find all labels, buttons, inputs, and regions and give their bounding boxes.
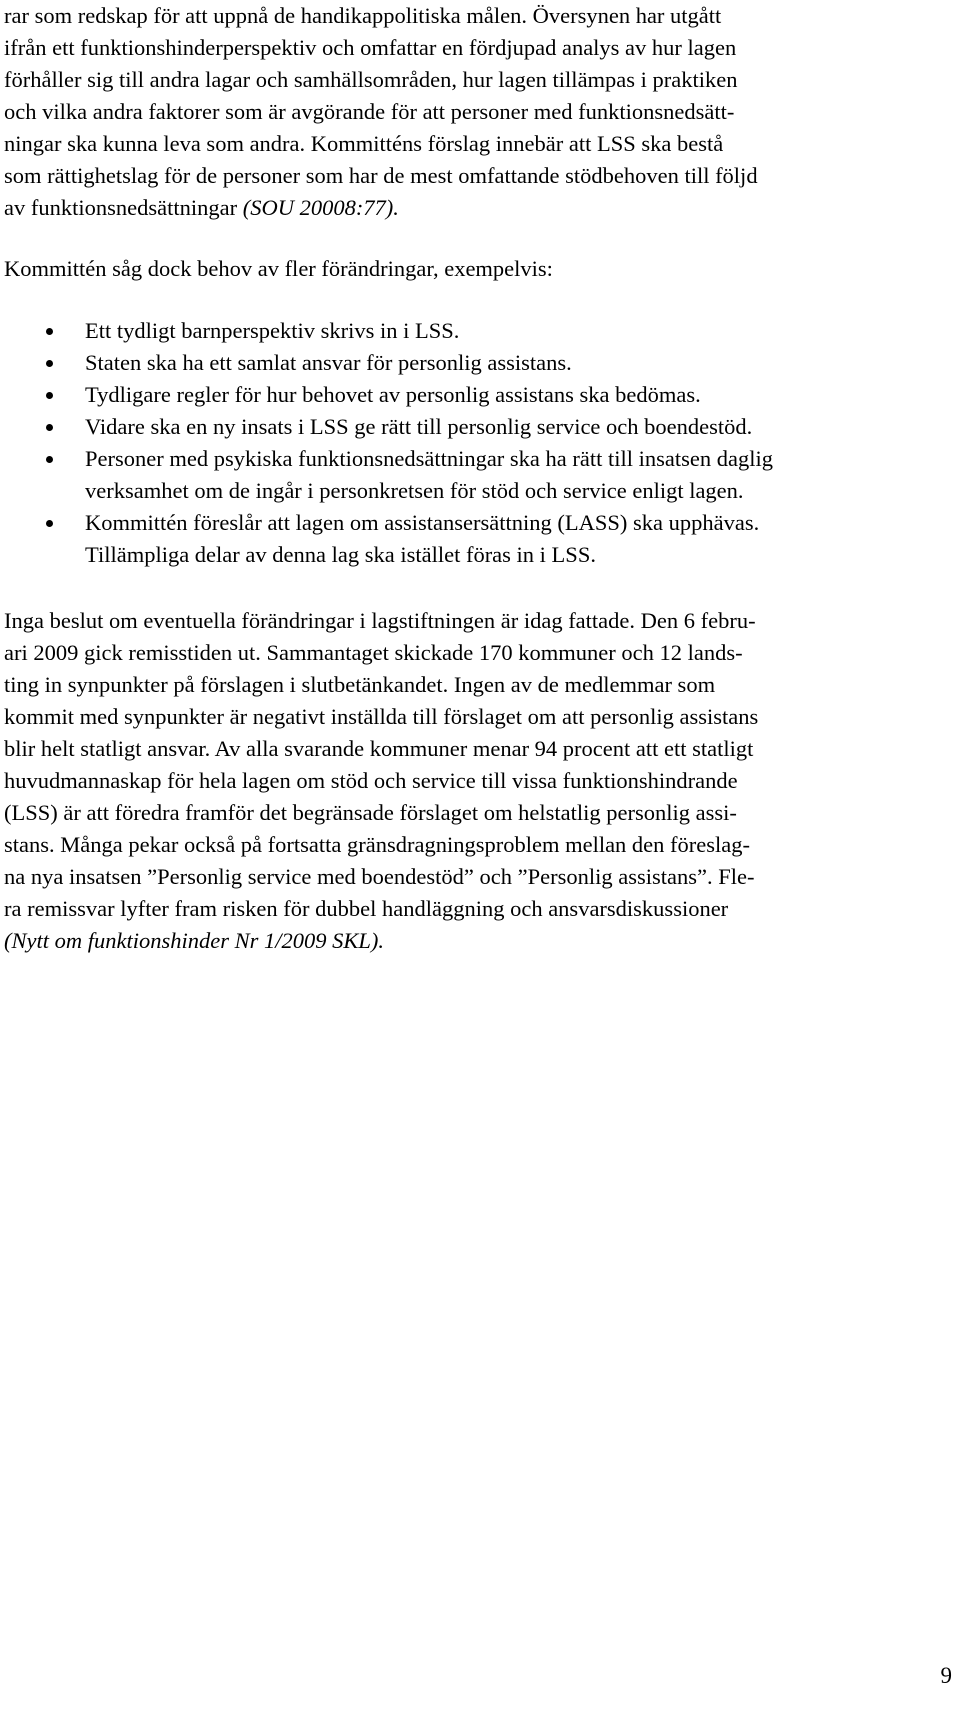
bullet-dot-icon — [46, 456, 53, 463]
bullet-text: Ett tydligt barnperspektiv skrivs in i LSS. — [85, 318, 460, 343]
bullet-item — [4, 507, 952, 571]
skl-citation: (Nytt om funktionshinder Nr 1/2009 SKL). — [4, 928, 385, 953]
text-line: na nya insatsen ”Personlig service med boendestöd” och ”Personlig assistans”. Fle- — [4, 864, 755, 889]
text-line: och vilka andra faktorer som är avgörande för att personer med funktionsnedsätt- — [4, 99, 735, 124]
text-line: förhåller sig till andra lagar och samhällsområden, hur lagen tillämpas i praktiken — [4, 67, 738, 92]
bullet-dot-icon — [46, 520, 53, 527]
text-line: stans. Många pekar också på fortsatta gränsdragningsproblem mellan den föreslag- — [4, 832, 751, 857]
bullet-text: Tillämpliga delar av denna lag ska istället föras in i LSS. — [85, 542, 596, 567]
bullet-text: Kommittén föreslår att lagen om assistansersättning (LASS) ska upphävas. — [85, 510, 760, 535]
bullet-text: Vidare ska en ny insats i LSS ge rätt till personlig service och boendestöd. — [85, 414, 753, 439]
text-line: ra remissvar lyfter fram risken för dubbel handläggning och ansvarsdiskussioner — [4, 896, 729, 921]
text-line-start: av funktionsnedsättningar — [4, 195, 243, 220]
bullet-text: Staten ska ha ett samlat ansvar för personlig assistans. — [85, 350, 572, 375]
bullet-text: Personer med psykiska funktionsnedsättningar ska ha rätt till insatsen daglig — [85, 446, 773, 471]
bullet-item — [4, 347, 952, 379]
bullet-item — [4, 443, 952, 507]
text-line: Kommittén såg dock behov av fler förändringar, exempelvis: — [4, 256, 553, 281]
text-line: blir helt statligt ansvar. Av alla svarande kommuner menar 94 procent att ett statligt — [4, 736, 754, 761]
text-line: (LSS) är att föredra framför det begränsade förslaget om helstatlig personlig assi- — [4, 800, 737, 825]
text-line: ningar ska kunna leva som andra. Kommitténs förslag innebär att LSS ska bestå — [4, 131, 724, 156]
bullet-item — [4, 315, 952, 347]
text-line: rar som redskap för att uppnå de handikappolitiska målen. Översynen har utgått — [4, 3, 722, 28]
paragraph-spacer — [4, 224, 952, 253]
bullet-dot-icon — [46, 424, 53, 431]
bullet-item — [4, 411, 952, 443]
paragraph-consultation-outcome — [4, 605, 952, 957]
text-line: kommit med synpunkter är negativt inställda till förslaget om att personlig assistans — [4, 704, 759, 729]
bullet-dot-icon — [46, 392, 53, 399]
bullet-item — [4, 379, 952, 411]
text-line: ari 2009 gick remisstiden ut. Sammantaget skickade 170 kommuner och 12 lands- — [4, 640, 743, 665]
paragraph-lss-review — [4, 0, 952, 224]
proposal-bullet-list — [4, 315, 952, 571]
sou-citation: (SOU 20008:77). — [242, 195, 399, 220]
text-line: Inga beslut om eventuella förändringar i lagstiftningen är idag fattade. Den 6 febru- — [4, 608, 756, 633]
text-line: ting in synpunkter på förslagen i slutbetänkandet. Ingen av de medlemmar som — [4, 672, 716, 697]
page-number: 9 — [940, 1663, 952, 1688]
bullet-text: Tydligare regler för hur behovet av personlig assistans ska bedömas. — [85, 382, 701, 407]
paragraph-spacer — [4, 285, 952, 315]
bullet-dot-icon — [46, 360, 53, 367]
paragraph-spacer — [4, 571, 952, 605]
document-body — [4, 0, 952, 957]
bullet-dot-icon — [46, 328, 53, 335]
text-line: ifrån ett funktionshinderperspektiv och omfattar en fördjupad analys av hur lagen — [4, 35, 737, 60]
text-line — [4, 192, 952, 224]
text-line: huvudmannaskap för hela lagen om stöd och service till vissa funktionshindrande — [4, 768, 738, 793]
bullet-text: verksamhet om de ingår i personkretsen för stöd och service enligt lagen. — [85, 478, 744, 503]
paragraph-further-changes — [4, 253, 952, 285]
text-line: som rättighetslag för de personer som har de mest omfattande stödbehoven till följd — [4, 163, 758, 188]
